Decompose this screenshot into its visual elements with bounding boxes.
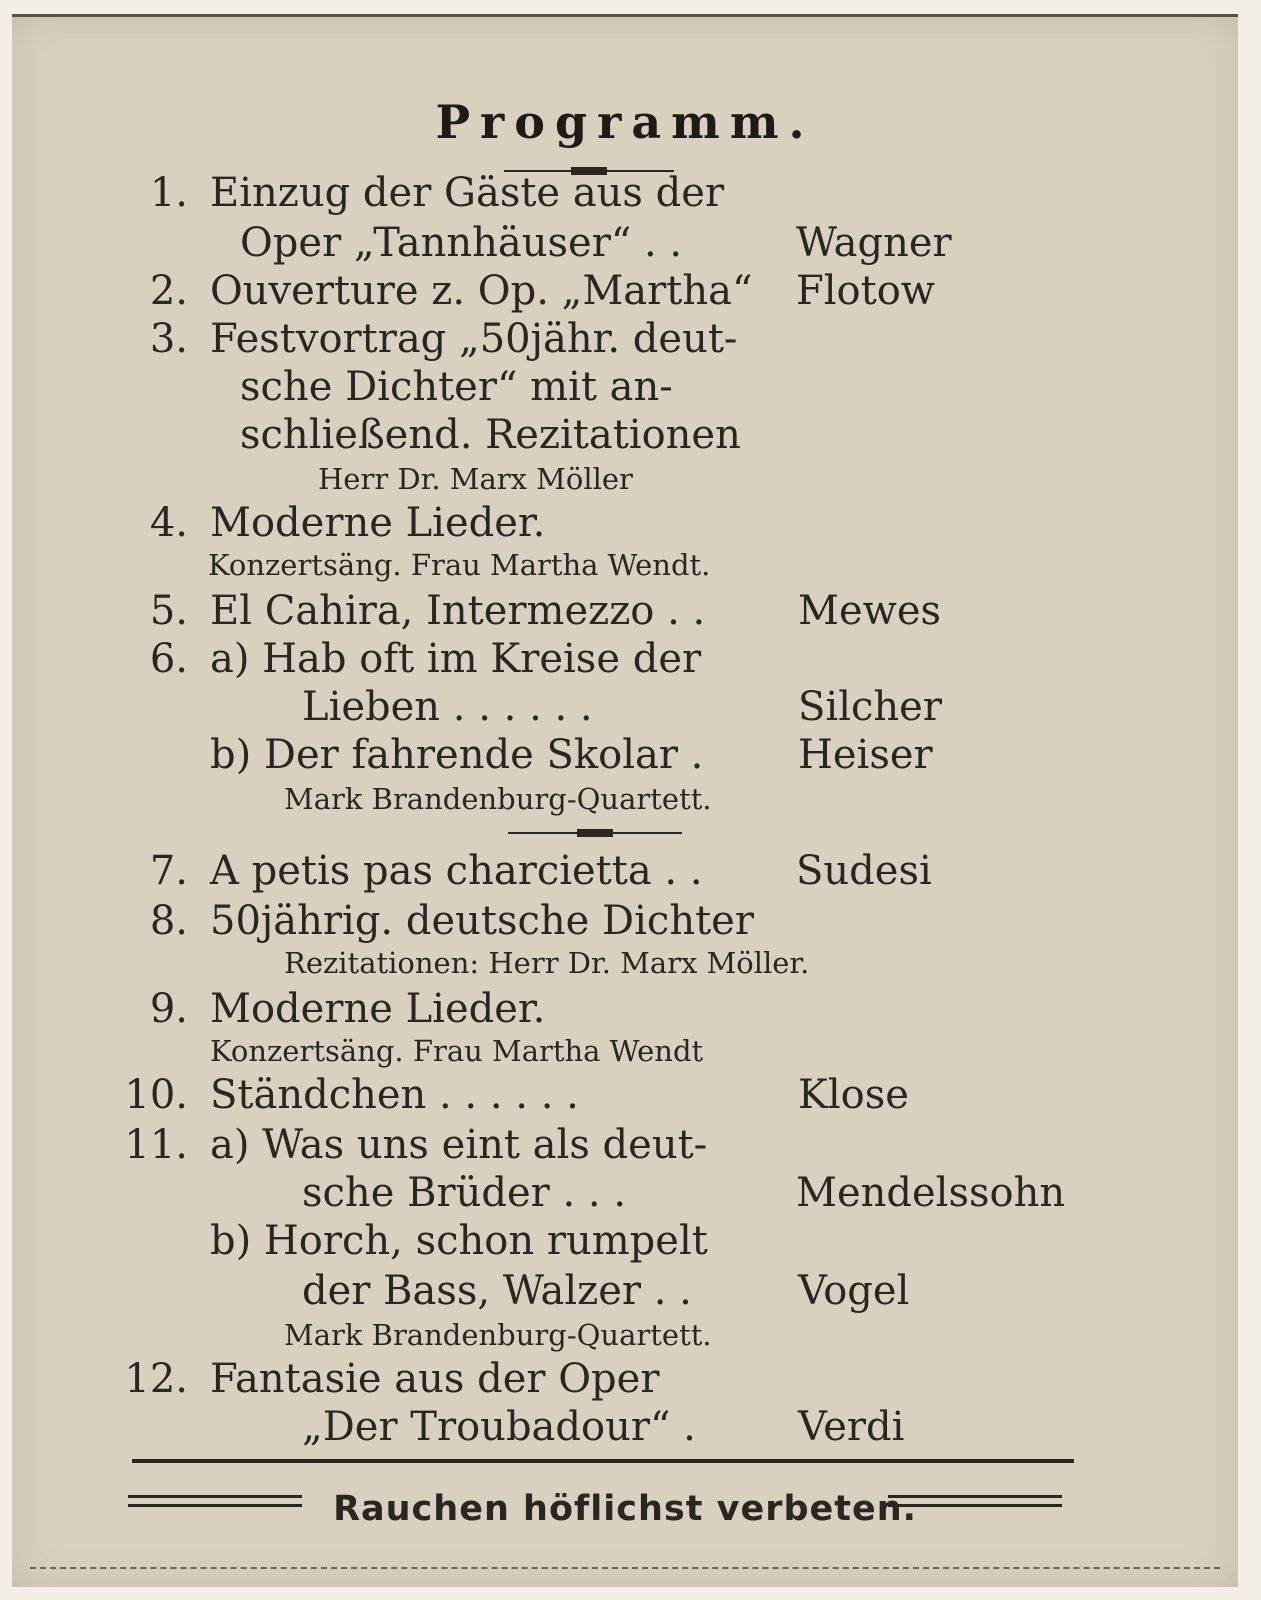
item-number: 1. bbox=[149, 170, 188, 216]
item-title: Fantasie aus der Oper bbox=[210, 1356, 660, 1402]
item-number: 12. bbox=[124, 1356, 188, 1402]
composer: Verdi bbox=[798, 1404, 905, 1450]
composer: Mendelssohn bbox=[796, 1170, 1066, 1216]
composer: Heiser bbox=[798, 732, 933, 778]
composer: Klose bbox=[798, 1072, 909, 1118]
performer: Konzertsäng. Frau Martha Wendt bbox=[210, 1034, 704, 1068]
item-title: Moderne Lieder. bbox=[210, 986, 546, 1032]
item-number: 7. bbox=[149, 848, 188, 894]
performer: Mark Brandenburg-Quartett. bbox=[284, 1318, 712, 1352]
item-number: 6. bbox=[149, 636, 188, 682]
item-title: El Cahira, Intermezzo . . bbox=[210, 588, 706, 634]
item-title: a) Hab oft im Kreise der bbox=[210, 636, 702, 682]
footer-notice: Rauchen höflichst verbeten. bbox=[333, 1489, 917, 1529]
item-number: 8. bbox=[149, 898, 188, 944]
item-title: der Bass, Walzer . . bbox=[302, 1268, 692, 1314]
performer: Herr Dr. Marx Möller bbox=[318, 462, 633, 496]
item-title: b) Horch, schon rumpelt bbox=[210, 1218, 708, 1264]
composer: Wagner bbox=[796, 220, 952, 266]
item-title: b) Der fahrende Skolar . bbox=[210, 732, 704, 778]
item-number: 5. bbox=[149, 588, 188, 634]
item-number: 10. bbox=[124, 1072, 188, 1118]
section-divider bbox=[508, 827, 682, 839]
item-title: „Der Troubadour“ . bbox=[302, 1404, 696, 1450]
composer: Sudesi bbox=[796, 848, 932, 894]
item-title: sche Brüder . . . bbox=[302, 1170, 627, 1216]
page-title: Programm. bbox=[435, 95, 815, 149]
item-number: 9. bbox=[149, 986, 188, 1032]
footer-rule bbox=[132, 1459, 1074, 1463]
item-title: A petis pas charcietta . . bbox=[210, 848, 703, 894]
item-title: sche Dichter“ mit an- bbox=[240, 364, 673, 410]
perforation-line bbox=[30, 1567, 1220, 1569]
item-title: Ouverture z. Op. „Martha“ bbox=[210, 268, 753, 314]
item-title: Oper „Tannhäuser“ . . bbox=[240, 220, 683, 266]
composer: Silcher bbox=[798, 684, 942, 730]
composer: Vogel bbox=[798, 1268, 910, 1314]
performer: Mark Brandenburg-Quartett. bbox=[284, 782, 712, 816]
item-number: 3. bbox=[149, 316, 188, 362]
item-title: Lieben . . . . . . bbox=[302, 684, 593, 730]
item-number: 11. bbox=[124, 1122, 188, 1168]
composer: Mewes bbox=[798, 588, 942, 634]
item-title: a) Was uns eint als deut- bbox=[210, 1122, 708, 1168]
item-number: 2. bbox=[149, 268, 188, 314]
performer: Konzertsäng. Frau Martha Wendt. bbox=[208, 548, 711, 582]
item-title: schließend. Rezitationen bbox=[240, 412, 741, 458]
performer: Rezitationen: Herr Dr. Marx Möller. bbox=[284, 946, 810, 980]
item-title: Ständchen . . . . . . bbox=[210, 1072, 579, 1118]
item-title: Einzug der Gäste aus der bbox=[210, 170, 725, 216]
item-title: Festvortrag „50jähr. deut- bbox=[210, 316, 738, 362]
composer: Flotow bbox=[796, 268, 936, 314]
program-card bbox=[12, 14, 1238, 1587]
item-number: 4. bbox=[149, 500, 188, 546]
item-title: 50jährig. deutsche Dichter bbox=[210, 898, 754, 944]
item-title: Moderne Lieder. bbox=[210, 500, 546, 546]
